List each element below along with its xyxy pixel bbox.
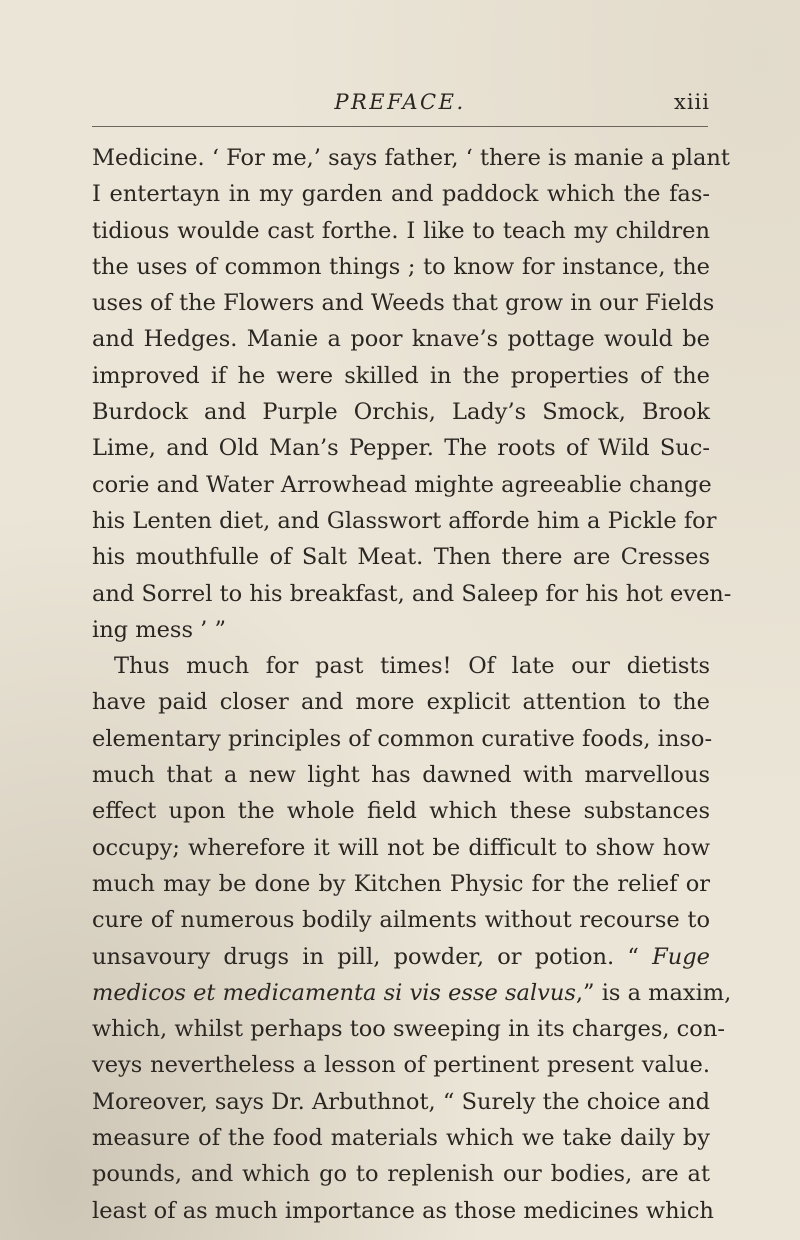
text-line: and Hedges. Manie a poor knave’s pottage would be <box>92 326 710 353</box>
text-line: his mouthfulle of Salt Meat. Then there are Cresses <box>92 544 710 571</box>
text-line: I entertayn in my garden and paddock which the fas- <box>92 181 710 208</box>
text-line: Thus much for past times! Of late our dietists <box>114 653 710 680</box>
header-rule <box>92 126 708 127</box>
text-line: Medicine. ‘ For me,’ says father, ‘ there is manie a plant <box>92 145 730 171</box>
text-line: improved if he were skilled in the properties of the <box>92 362 710 389</box>
text-line: Lime, and Old Man’s Pepper. The roots of Wild Suc- <box>92 435 710 462</box>
text-line: cure of numerous bodily ailments without recourse to <box>92 907 710 934</box>
body-text <box>92 140 732 1229</box>
page-number: xiii <box>674 90 710 114</box>
text-line: Burdock and Purple Orchis, Lady’s Smock, Brook <box>92 399 710 426</box>
text-line: medicos et medicamenta si vis esse salvus,” is a maxim, <box>92 979 732 1006</box>
text-line: measure of the food materials which we take daily by <box>92 1125 710 1152</box>
text-line: elementary principles of common curative foods, inso- <box>92 725 713 752</box>
text-line: uses of the Flowers and Weeds that grow in our Fields <box>92 290 715 317</box>
text-line: his Lenten diet, and Glasswort afforde him a Pickle for <box>92 507 717 534</box>
text-line: veys nevertheless a lesson of pertinent present value. <box>92 1052 710 1079</box>
text-line: pounds, and which go to replenish our bodies, are at <box>92 1161 710 1188</box>
text-line: ing mess ’ ” <box>92 616 226 643</box>
text-line: much that a new light has dawned with marvellous <box>92 762 710 789</box>
text-line: least of as much importance as those medicines which <box>92 1197 714 1224</box>
text-line: and Sorrel to his breakfast, and Saleep for his hot even- <box>92 580 732 607</box>
text-line: occupy; wherefore it will not be difficult to show how <box>92 834 710 861</box>
page-header <box>90 90 710 120</box>
text-line: tidious woulde cast forthe. I like to teach my children <box>92 217 710 244</box>
text-line: Moreover, says Dr. Arbuthnot, “ Surely the choice and <box>92 1088 710 1115</box>
text-line: have paid closer and more explicit attention to the <box>92 689 710 716</box>
text-line: which, whilst perhaps too sweeping in its charges, con- <box>92 1016 725 1043</box>
text-line: the uses of common things ; to know for instance, the <box>92 253 710 280</box>
text-line: effect upon the whole field which these substances <box>92 798 710 825</box>
text-line: much may be done by Kitchen Physic for the relief or <box>92 870 710 897</box>
text-line: unsavoury drugs in pill, powder, or potion. “ Fuge <box>92 943 710 970</box>
text-line: corie and Water Arrowhead mighte agreeablie change <box>92 471 712 498</box>
running-title: PREFACE. <box>334 90 466 114</box>
